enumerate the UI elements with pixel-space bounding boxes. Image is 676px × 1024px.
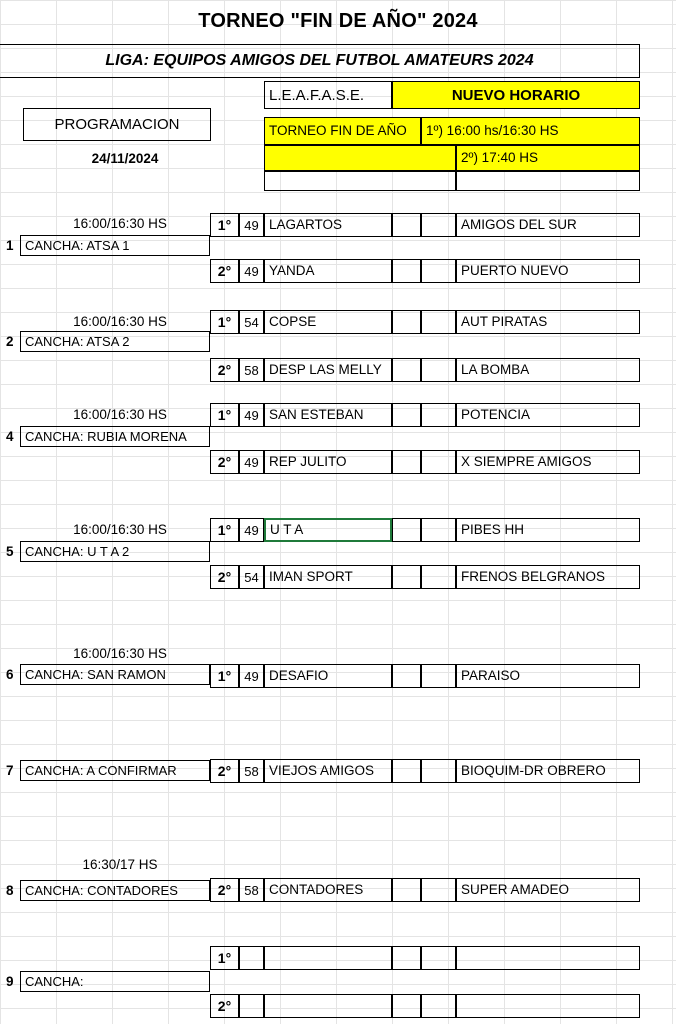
category-cell[interactable]: 49 <box>239 403 264 427</box>
kickoff-time: 16:00/16:30 HS <box>73 646 167 661</box>
cancha-cell[interactable]: CANCHA: <box>20 971 210 992</box>
league-name: LIGA: EQUIPOS AMIGOS DEL FUTBOL AMATEURS 2024 <box>0 44 640 78</box>
home-team-cell[interactable]: DESP LAS MELLY <box>264 358 392 382</box>
away-team-cell[interactable]: PUERTO NUEVO <box>456 259 640 283</box>
home-team-cell[interactable] <box>264 946 392 970</box>
page-title: TORNEO "FIN DE AÑO" 2024 <box>198 10 478 32</box>
kickoff-time: 16:00/16:30 HS <box>73 407 167 422</box>
category-cell[interactable] <box>239 994 264 1018</box>
away-team-cell[interactable]: X SIEMPRE AMIGOS <box>456 450 640 474</box>
score-cell[interactable] <box>392 518 421 542</box>
cancha-cell[interactable]: CANCHA: A CONFIRMAR <box>20 760 210 781</box>
match-order[interactable]: 1° <box>210 518 239 542</box>
torneo-label-cell[interactable]: TORNEO FIN DE AÑO <box>264 117 421 145</box>
match-order[interactable]: 1° <box>210 664 239 688</box>
score-cell[interactable] <box>392 946 421 970</box>
field-number: 8 <box>6 883 14 898</box>
away-team-cell[interactable]: LA BOMBA <box>456 358 640 382</box>
category-cell[interactable]: 54 <box>239 565 264 589</box>
home-team-cell[interactable]: LAGARTOS <box>264 213 392 237</box>
away-team-cell[interactable]: AMIGOS DEL SUR <box>456 213 640 237</box>
fecha: 24/11/2024 <box>91 151 159 166</box>
match-order[interactable]: 2° <box>210 878 239 902</box>
cancha-cell[interactable]: CANCHA: ATSA 2 <box>20 331 210 352</box>
score-cell[interactable] <box>392 213 421 237</box>
away-team-cell[interactable]: PARAISO <box>456 664 640 688</box>
match-order[interactable]: 2° <box>210 759 239 783</box>
score-cell[interactable] <box>421 518 456 542</box>
category-cell[interactable]: 49 <box>239 213 264 237</box>
kickoff-time: 16:00/16:30 HS <box>73 522 167 537</box>
score-cell[interactable] <box>421 946 456 970</box>
nuevo-horario-cell[interactable]: NUEVO HORARIO <box>392 81 640 109</box>
home-team-cell[interactable]: YANDA <box>264 259 392 283</box>
kickoff-time: 16:00/16:30 HS <box>73 314 167 329</box>
field-number: 7 <box>6 763 14 778</box>
category-cell[interactable]: 49 <box>239 518 264 542</box>
score-cell[interactable] <box>392 994 421 1018</box>
home-team-cell[interactable]: DESAFIO <box>264 664 392 688</box>
cancha-cell[interactable]: CANCHA: CONTADORES <box>20 880 210 901</box>
score-cell[interactable] <box>392 878 421 902</box>
category-cell[interactable]: 54 <box>239 310 264 334</box>
home-team-cell[interactable]: VIEJOS AMIGOS <box>264 759 392 783</box>
score-cell[interactable] <box>421 664 456 688</box>
home-team-cell[interactable]: SAN ESTEBAN <box>264 403 392 427</box>
category-cell[interactable]: 49 <box>239 664 264 688</box>
away-team-cell[interactable]: PIBES HH <box>456 518 640 542</box>
score-cell[interactable] <box>421 994 456 1018</box>
cancha-cell[interactable]: CANCHA: SAN RAMON <box>20 664 210 685</box>
score-cell[interactable] <box>392 310 421 334</box>
cancha-cell[interactable]: CANCHA: ATSA 1 <box>20 235 210 256</box>
home-team-cell[interactable]: REP JULITO <box>264 450 392 474</box>
score-cell[interactable] <box>392 259 421 283</box>
match-order[interactable]: 1° <box>210 213 239 237</box>
score-cell[interactable] <box>421 358 456 382</box>
score-cell[interactable] <box>421 259 456 283</box>
match-order[interactable]: 2° <box>210 358 239 382</box>
kickoff-time: 16:00/16:30 HS <box>73 216 167 231</box>
blank-cell[interactable] <box>264 171 456 191</box>
field-number: 4 <box>6 429 14 444</box>
field-number: 9 <box>6 974 14 989</box>
home-team-cell[interactable] <box>264 994 392 1018</box>
field-number: 6 <box>6 667 14 682</box>
category-cell[interactable]: 58 <box>239 759 264 783</box>
category-cell[interactable]: 58 <box>239 878 264 902</box>
match-order[interactable]: 2° <box>210 565 239 589</box>
score-cell[interactable] <box>392 759 421 783</box>
match-order[interactable]: 2° <box>210 259 239 283</box>
score-cell[interactable] <box>421 403 456 427</box>
field-number: 1 <box>6 238 14 253</box>
score-cell[interactable] <box>392 565 421 589</box>
kickoff-time: 16:30/17 HS <box>82 857 158 872</box>
home-team-cell[interactable]: U T A <box>264 518 392 542</box>
score-cell[interactable] <box>392 664 421 688</box>
home-team-cell[interactable]: CONTADORES <box>264 878 392 902</box>
match-order[interactable]: 2° <box>210 450 239 474</box>
home-team-cell[interactable]: IMAN SPORT <box>264 565 392 589</box>
score-cell[interactable] <box>392 358 421 382</box>
horario1-cell[interactable]: 1º) 16:00 hs/16:30 HS <box>421 117 640 145</box>
match-order[interactable]: 2° <box>210 994 239 1018</box>
programacion-box[interactable]: PROGRAMACION <box>23 108 211 141</box>
away-team-cell[interactable]: BIOQUIM-DR OBRERO <box>456 759 640 783</box>
away-team-cell[interactable]: SUPER AMADEO <box>456 878 640 902</box>
away-team-cell[interactable] <box>456 946 640 970</box>
away-team-cell[interactable]: FRENOS BELGRANOS <box>456 565 640 589</box>
org-cell[interactable]: L.E.A.F.A.S.E. <box>264 81 392 109</box>
yellow-blank-cell[interactable] <box>264 145 456 171</box>
away-team-cell[interactable]: AUT PIRATAS <box>456 310 640 334</box>
category-cell[interactable]: 49 <box>239 450 264 474</box>
score-cell[interactable] <box>421 310 456 334</box>
horario2-cell[interactable]: 2º) 17:40 HS <box>456 145 640 171</box>
score-cell[interactable] <box>421 450 456 474</box>
score-cell[interactable] <box>392 450 421 474</box>
score-cell[interactable] <box>421 759 456 783</box>
match-order[interactable]: 1° <box>210 403 239 427</box>
home-team-cell[interactable]: COPSE <box>264 310 392 334</box>
match-order[interactable]: 1° <box>210 946 239 970</box>
away-team-cell[interactable]: POTENCIA <box>456 403 640 427</box>
field-number: 2 <box>6 334 14 349</box>
category-cell[interactable]: 58 <box>239 358 264 382</box>
cancha-cell[interactable]: CANCHA: RUBIA MORENA <box>20 426 210 447</box>
field-number: 5 <box>6 544 14 559</box>
score-cell[interactable] <box>392 403 421 427</box>
match-order[interactable]: 1° <box>210 310 239 334</box>
category-cell[interactable]: 49 <box>239 259 264 283</box>
score-cell[interactable] <box>421 213 456 237</box>
blank-cell[interactable] <box>456 171 640 191</box>
cancha-cell[interactable]: CANCHA: U T A 2 <box>20 541 210 562</box>
score-cell[interactable] <box>421 878 456 902</box>
score-cell[interactable] <box>421 565 456 589</box>
category-cell[interactable] <box>239 946 264 970</box>
away-team-cell[interactable] <box>456 994 640 1018</box>
